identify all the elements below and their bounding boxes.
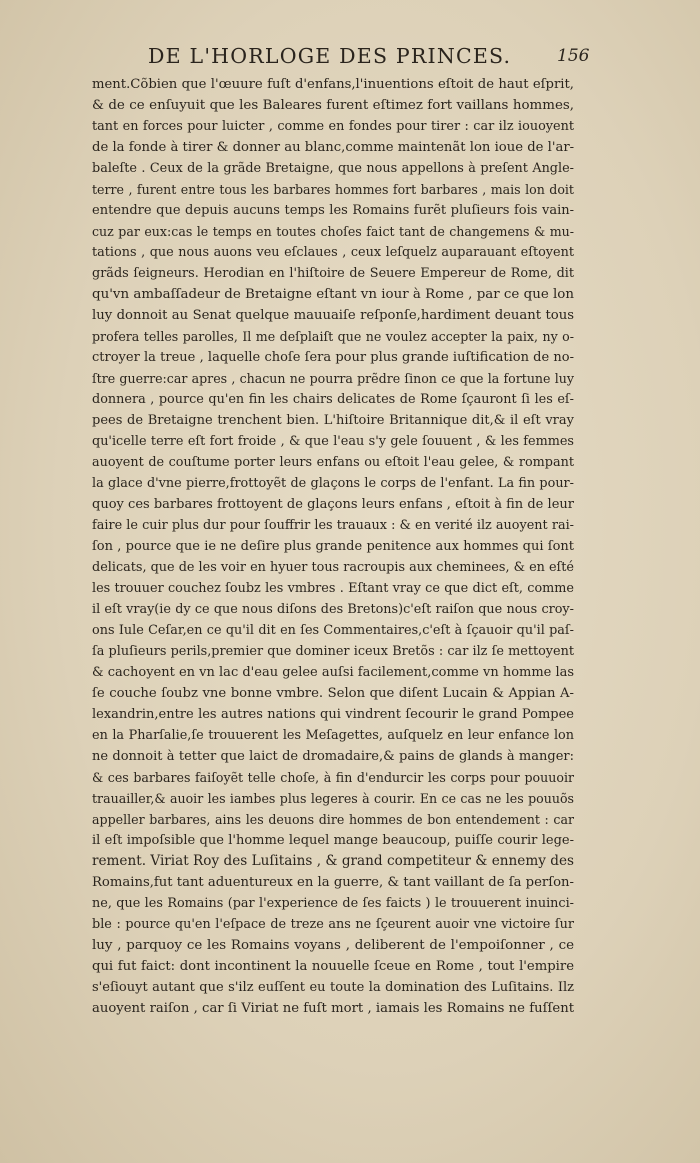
text-line: donnera , pource qu'en fin les chairs delicates de Rome ſçauront ſi les eſ- [92,392,574,407]
text-line: tant en forces pour luicter , comme en fondes pour tirer : car ilz iouoyent [92,119,574,134]
text-line: ſe couche ſoubz vne bonne vmbre. Selon que diſent Lucain & Appian A- [92,686,574,701]
text-line: appeller barbares, ains les deuons dire hommes de bon entendement : car [92,812,574,827]
text-line: grãds ſeigneurs. Herodian en l'hiſtoire de Seuere Empereur de Rome, dit [92,266,574,281]
text-line: pees de Bretaigne trenchent bien. L'hiſtoire Britannique dit,& il eſt vray [92,413,574,428]
text-line: trauailler,& auoir les iambes plus legeres à courir. En ce cas ne les pouuõs [92,791,574,806]
text-line: les trouuer couchez ſoubz les vmbres . Eſtant vray ce que dict eſt, comme [92,581,574,596]
text-line: faire le cuir plus dur pour ſouffrir les trauaux : & en verité ilz auoyent rai- [92,518,574,533]
text-line: ctroyer la treue , laquelle choſe ſera pour plus grande iuſtification de no- [92,350,574,365]
text-line: & ces barbares faiſoyẽt telle choſe, à fin d'endurcir les corps pour pouuoir [92,770,574,785]
text-line: ſtre guerre:car apres , chacun ne pourra prẽdre ſinon ce que la fortune luy [92,371,574,386]
text-line: de la fonde à tirer & donner au blanc,comme maintenãt lon ioue de l'ar- [92,140,574,155]
text-line: il eſt vray(ie dy ce que nous diſons des Bretons)c'eſt raiſon que nous croy- [92,602,574,617]
text-line: & cachoyent en vn lac d'eau gelee auſsi facilement,comme vn homme las [92,665,574,680]
text-line: Romains,fut tant aduentureux en la guerre, & tant vaillant de ſa perſon- [92,875,574,890]
text-line: ne donnoit à tetter que laict de dromadaire,& pains de glands à manger: [92,749,574,764]
text-line: qui fut faict: dont incontinent la nouuelle ſceue en Rome , tout l'empire [92,959,574,974]
text-line: qu'vn ambaſſadeur de Bretaigne eſtant vn iour à Rome , par ce que lon [92,287,574,302]
text-line: quoy ces barbares frottoyent de glaçons leurs enfans , eſtoit à fin de leur [92,497,574,512]
text-line: cuz par eux:cas le temps en toutes choſes faict tant de changemens & mu- [92,224,574,239]
text-line: la glace d'vne pierre,frottoyẽt de glaçons le corps de l'enfant. La fin pour- [92,476,574,491]
text-line: ble : pource qu'en l'eſpace de treze ans ne ſçeurent auoir vne victoire ſur [92,917,574,932]
text-line: terre , furent entre tous les barbares hommes fort barbares , mais lon doit [92,182,574,197]
text-line: profera telles parolles, Il me deſplaiſt que ne voulez accepter la paix, ny o- [92,329,574,344]
text-line: auoyent raiſon , car ſi Viriat ne fuſt mort , iamais les Romains ne fuſſent [92,1001,574,1016]
text-line: tations , que nous auons veu eſclaues , ceux leſquelz auparauant eſtoyent [92,245,574,260]
text-line: en la Pharſalie,ſe trouuerent les Meſagettes, auſquelz en leur enfance lon [92,728,574,743]
text-line: ne, que les Romains (par l'experience de ſes faicts ) le trouuerent inuinci- [92,896,574,911]
body-text [92,74,574,1019]
text-line: ſon , pource que ie ne deſire plus grande penitence aux hommes qui ſont [92,539,574,554]
text-line: luy donnoit au Senat quelque mauuaiſe reſponſe,hardiment deuant tous [92,308,574,323]
text-line: rement. Viriat Roy des Luſitains , & grand competiteur & ennemy des [92,853,574,869]
text-line: entendre que depuis aucuns temps les Romains furẽt pluſieurs fois vain- [92,203,574,218]
text-line: baleſte . Ceux de la grãde Bretaigne, que nous appellons à preſent Angle- [92,161,574,176]
page-number: 156 [557,46,590,66]
text-line: auoyent de couſtume porter leurs enfans ou eſtoit l'eau gelee, & rompant [92,455,574,470]
text-line: s'eſiouyt autant que s'ilz euſſent eu toute la domination des Luſitains. Ilz [92,980,574,995]
text-line: ment.Cõbien que l'œuure fuſt d'enfans,l'inuentions eſtoit de haut eſprit, [92,77,574,92]
text-line: delicats, que de les voir en hyuer tous racroupis aux cheminees, & en eſté [92,560,574,575]
text-line: luy , parquoy ce les Romains voyans , deliberent de l'empoiſonner , ce [92,938,574,953]
text-line: ons Iule Ceſar,en ce qu'il dit en ſes Commentaires,c'eſt à ſçauoir qu'il paſ- [92,623,574,638]
text-line: ſa pluſieurs perils,premier que dominer iceux Bretõs : car ilz ſe mettoyent [92,644,574,659]
text-line: qu'icelle terre eſt fort froide , & que l'eau s'y gele ſouuent , & les femmes [92,434,574,449]
text-line: lexandrin,entre les autres nations qui vindrent ſecourir le grand Pompee [92,707,574,722]
text-line: & de ce enſuyuit que les Baleares furent eſtimez fort vaillans hommes, [92,98,574,113]
running-title: DE L'HORLOGE DES PRINCES. [148,44,512,68]
text-line: il eſt impoſsible que l'homme lequel mange beaucoup, puiſſe courir lege- [92,833,574,848]
